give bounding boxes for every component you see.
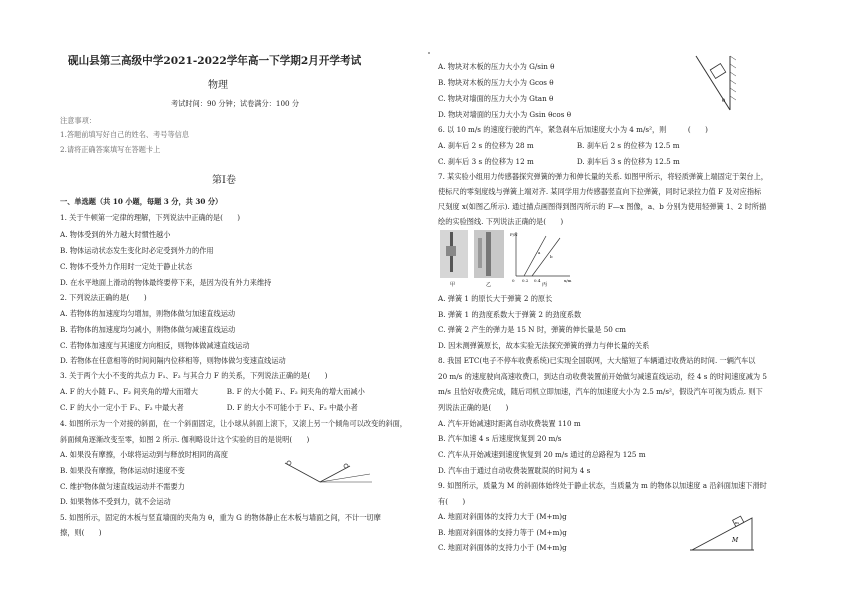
question-line: D. 物块对墙面的压力大小为 Gsin θcos θ	[438, 110, 572, 119]
notes-label: 注意事项：	[60, 116, 96, 125]
question-line: A. 地面对斜面体的支持力大于 (M+m)g	[438, 512, 567, 521]
question-line: A. 刹车后 2 s 的位移为 28 m B. 刹车后 2 s 的位移为 12.5 m	[438, 141, 680, 150]
question-line: 9. 如图所示，质量为 M 的斜面体始终处于静止状态，当质量为 m 的物体以加速度 a 沿斜面加速下滑时	[438, 481, 767, 490]
question-line: 20 m/s 的速度驶向高速收费口，到达自动收费装置前开始做匀减速直线运动，经 4 s 的时间速度减为 5	[438, 372, 767, 381]
volume-title: 第Ⅰ卷	[212, 175, 236, 186]
question-line: B. 如果没有摩擦，物体运动时速度不变	[60, 466, 185, 475]
question-line: 5. 如图所示，固定的木板与竖直墙面的夹角为 θ，重为 G 的物体静止在木板与墙面之间，不计一切摩	[60, 513, 381, 522]
spring-experiment-figure	[438, 228, 578, 288]
graph-axis-f: F/N	[510, 232, 518, 237]
question-line: C. 地面对斜面体的支持力小于 (M+m)g	[438, 543, 567, 552]
section-title: 一、单选题（共 10 小题，每题 3 分，共 30 分）	[60, 197, 223, 206]
note-1: 1.答题前填写好自己的姓名、考号等信息	[60, 130, 190, 139]
incline-block-figure	[690, 512, 756, 552]
note-2: 2.请将正确答案填写在答题卡上	[60, 145, 161, 154]
question-line: 6. 以 10 m/s 的速度行驶的汽车，紧急刹车后加速度大小为 4 m/s²，则 ( )	[438, 125, 708, 134]
graph-tick: 0.4	[534, 278, 541, 283]
question-line: 1. 关于牛顿第一定律的理解，下列说法中正确的是( )	[60, 213, 241, 222]
question-line: 使标尺的零刻度线与弹簧上端对齐. 某同学用力传感器竖直向下拉弹簧，同时记录拉力值 F 及对应指标	[438, 187, 762, 196]
question-line: 4. 如图所示为一个对接的斜面，在一个斜面固定，让小球从斜面上滚下，又滚上另一个倾角可以改变的斜面，	[60, 419, 407, 428]
incline-label-M: M	[732, 537, 739, 544]
graph-line-a: a	[538, 250, 541, 255]
question-line: D. 因未测弹簧原长，故本实验无法探究弹簧的弹力与伸长量的关系	[438, 341, 650, 350]
question-line: 2. 下列说法正确的是( )	[60, 293, 147, 302]
question-line: 7. 某实验小组用力传感器探究弹簧的弹力和伸长量的关系. 如图甲所示，将轻质弹簧上端固定于架台上，	[438, 172, 768, 181]
question-line: C. 刹车后 3 s 的位移为 12 m D. 刹车后 3 s 的位移为 12.5 m	[438, 157, 680, 166]
question-line: 斜面倾角逐渐改变至零，如图 2 所示. 伽利略设计这个实验的目的是说明( )	[60, 435, 310, 444]
question-line: A. 若物体的加速度均匀增加，则物体做匀加速直线运动	[60, 309, 236, 318]
subject-title: 物理	[208, 80, 228, 91]
question-line: B. 汽车加速 4 s 后速度恢复到 20 m/s	[438, 434, 562, 443]
wall-board-figure	[686, 54, 742, 112]
page-dot	[428, 52, 430, 54]
question-line: m/s 且恰好收费完成，随后司机立即加速，汽车的加速度大小为 2.5 m/s²，假设汽车可视为质点. 则下	[438, 387, 763, 396]
question-line: 尺刻度 x(如图乙所示). 通过描点画图得到图丙所示的 F—x 图像，a、b 分别为使用轻弹簧 1、2 时所描	[438, 202, 767, 211]
question-line: B. 若物体的加速度均匀减小，则物体做匀减速直线运动	[60, 325, 236, 334]
question-line: 列说法正确的是( )	[438, 403, 509, 412]
question-line: C. 维护物体做匀速直线运动并不需要力	[60, 482, 185, 491]
question-line: D. 汽车由于通过自动收费装置耽误的时间为 4 s	[438, 466, 591, 475]
question-line: A. 如果没有摩擦，小球将运动到与释放时相同的高度	[60, 450, 228, 459]
graph-tick: 0	[512, 278, 515, 283]
question-line: D. 如果物体不受到力，就不会运动	[60, 497, 171, 506]
fig-label-jia: 甲	[450, 282, 456, 288]
question-line: A. F 的大小随 F₁、F₂ 间夹角的增大而增大 B. F 的大小随 F₁、F₂ 间夹角的增大而减小	[60, 387, 365, 396]
graph-axis-x: x/m	[564, 278, 572, 283]
question-line: C. 弹簧 2 产生的弹力是 15 N 时，弹簧的伸长量是 50 cm	[438, 325, 626, 334]
question-line: A. 物块对木板的压力大小为 G/sin θ	[438, 62, 555, 71]
question-line: C. 汽车从开始减速到速度恢复到 20 m/s 通过的总路程为 125 m	[438, 450, 646, 459]
question-line: 8. 我国 ETC(电子不停车收费系统)已实现全国联网，大大缩短了车辆通过收费站的时间. 一辆汽车以	[438, 356, 756, 365]
question-line: C. 若物体加速度与其速度方向相反，则物体做减速直线运动	[60, 341, 250, 350]
question-line: C. 物体不受外力作用时一定处于静止状态	[60, 262, 193, 271]
question-line: 绘的实验图线. 下列说法正确的是( )	[438, 217, 564, 226]
question-line: B. 物块对木板的压力大小为 Gcos θ	[438, 78, 554, 87]
fig-label-bing: 丙	[542, 282, 548, 288]
incline-figure	[280, 458, 375, 488]
question-line: D. 在水平地面上滑动的物体最终要停下来，是因为没有外力来维持	[60, 278, 272, 287]
graph-tick: 0.2	[522, 278, 529, 283]
exam-info: 考试时间：90 分钟；试卷满分：100 分	[171, 99, 300, 108]
question-line: 有( )	[438, 497, 466, 506]
question-line: B. 地面对斜面体的支持力等于 (M+m)g	[438, 528, 567, 537]
question-line: B. 物体运动状态发生变化时必定受到外力的作用	[60, 246, 214, 255]
question-line: C. 物块对墙面的压力大小为 Gtan θ	[438, 94, 554, 103]
fig-label-yi: 乙	[486, 282, 492, 288]
question-line: C. F 的大小一定小于 F₁、F₂ 中最大者 D. F 的大小不可能小于 F₁、F₂ 中最小者	[60, 403, 358, 412]
block-label-m: m	[735, 520, 739, 525]
graph-line-b: b	[550, 254, 553, 259]
question-line: A. 物体受到的外力越大时惯性越小	[60, 230, 171, 239]
question-line: D. 若物体在任意相等的时间间隔内位移相等，则物体做匀变速直线运动	[60, 356, 286, 365]
question-line: A. 弹簧 1 的原长大于弹簧 2 的原长	[438, 294, 553, 303]
question-line: 擦，则( )	[60, 528, 102, 537]
question-line: B. 弹簧 1 的劲度系数大于弹簧 2 的劲度系数	[438, 310, 582, 319]
question-line: 3. 关于两个大小不变的共点力 F₁、F₂ 与其合力 F 的关系，下列说法正确的是( )	[60, 371, 328, 380]
exam-title: 砚山县第三高级中学2021-2022学年高一下学期2月开学考试	[68, 55, 362, 67]
theta-label: θ	[722, 98, 726, 104]
question-line: A. 汽车开始减速时距离自动收费装置 110 m	[438, 419, 581, 428]
